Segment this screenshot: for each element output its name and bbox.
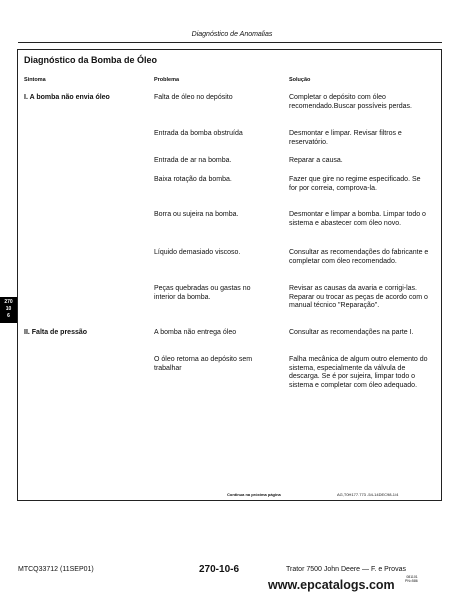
solution-cell: Reparar a causa. [289, 157, 343, 164]
footer-manual-id: MTCQ33712 (11SEP01) [18, 566, 94, 573]
footer-print-code [405, 575, 418, 583]
continued-note: Continua na próxima página [227, 492, 281, 497]
section-tab-line: 10 [5, 306, 12, 312]
solution-cell: Completar o depósito com óleo recomendado.Buscar possíveis perdas. [289, 94, 412, 110]
header-rule [18, 42, 442, 43]
problem-cell: Borra ou sujeira na bomba. [154, 211, 239, 218]
solution-cell: Desmontar e limpar a bomba. Limpar todo o sistema e abastecer com óleo novo. [289, 211, 426, 227]
symptom-cell: II. Falta de pressão [24, 329, 88, 336]
symptom-cell: I. A bomba não envia óleo [24, 94, 110, 101]
problem-cell: Entrada de ar na bomba. [154, 157, 232, 164]
running-header: Diagnóstico de Anomalias [191, 31, 273, 38]
footer-print-code-line: 081101 [406, 575, 418, 579]
problem-cell: A bomba não entrega óleo [154, 329, 237, 336]
problem-cell: Falta de óleo no depósito [154, 94, 233, 101]
footer-print-code-line: PN=586 [405, 579, 418, 583]
solution-cell: Desmontar e limpar. Revisar filtros e reservatório. [289, 130, 402, 146]
section-tab-line: 270 [4, 299, 13, 305]
solution-cell: Fazer que gire no regime especificado. Se for por correia, comprova-la. [289, 176, 421, 192]
footer-manual-title: Trator 7500 John Deere — F. e Provas [286, 566, 406, 573]
section-tab [0, 297, 17, 323]
section-tab-line: 6 [7, 313, 10, 319]
column-header-problema: Problema [154, 77, 180, 83]
document-reference: AG,T0H177.773 -54-14DEC98-1/4 [337, 492, 399, 497]
problem-cell: Entrada da bomba obstruída [154, 130, 243, 137]
column-header-sintoma: Sintoma [24, 77, 46, 83]
solution-cell: Consultar as recomendações na parte I. [289, 329, 414, 336]
problem-cell: Líquido demasiado viscoso. [154, 249, 241, 256]
solution-cell: Falha mecânica de algum outro elemento do sistema, especialmente da válvula de descarga. Se é por sujeira, limpar todo o sistema e completar com óleo adequado. [289, 356, 428, 389]
content-frame [17, 49, 442, 501]
column-header-solucao: Solução [289, 77, 311, 83]
watermark-url: www.epcatalogs.com [268, 578, 395, 592]
solution-cell: Consultar as recomendações do fabricante e completar com óleo recomendado. [289, 249, 429, 265]
section-title: Diagnóstico da Bomba de Óleo [24, 55, 158, 65]
problem-cell: Baixa rotação da bomba. [154, 176, 232, 183]
solution-cell: Revisar as causas da avaria e corrigi-las. Reparar ou trocar as peças de acordo com o manual técnico "Reparação". [289, 285, 428, 309]
problem-cell: Peças quebradas ou gastas no interior da bomba. [154, 285, 251, 301]
problem-cell: O óleo retorna ao depósito sem trabalhar [154, 356, 253, 372]
footer-page-number: 270-10-6 [199, 564, 240, 575]
